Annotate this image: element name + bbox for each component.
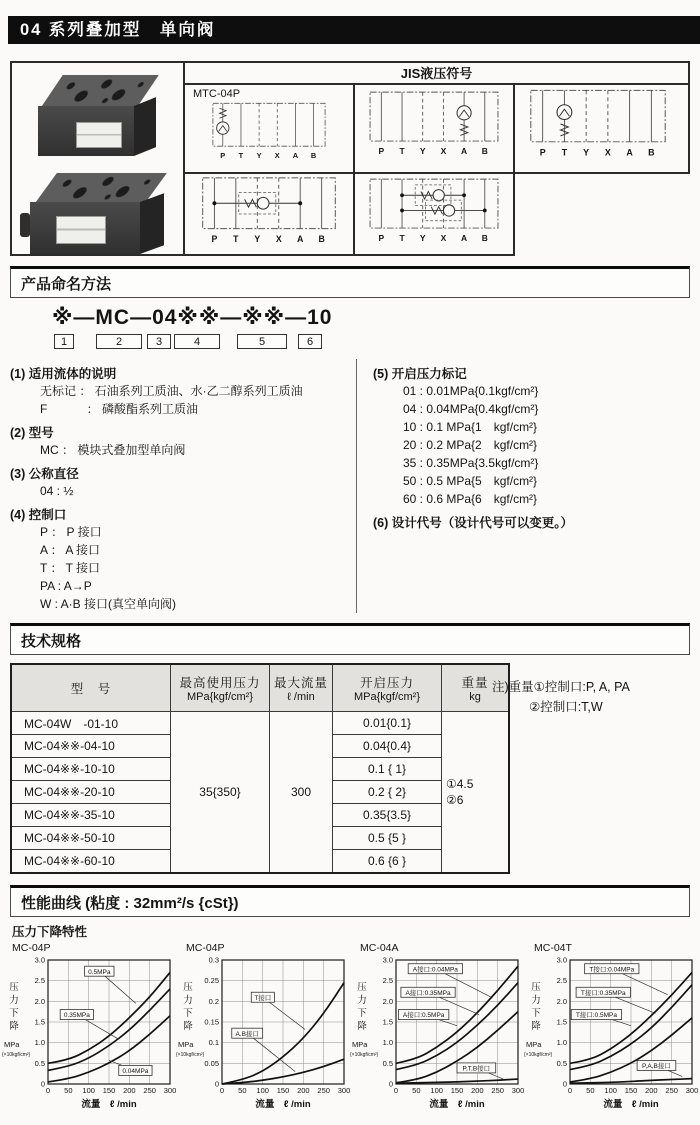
svg-text:A: A <box>626 147 633 158</box>
code-box-2: 2 <box>96 334 142 349</box>
svg-text:100: 100 <box>256 1086 269 1095</box>
model-cell: MC-04W -01-10 <box>11 712 171 735</box>
svg-text:T: T <box>238 150 244 160</box>
naming-right-column <box>356 359 690 613</box>
svg-text:降: 降 <box>357 1021 367 1032</box>
jis-section <box>185 61 690 256</box>
spec-note-line2: ②控制口:T,W <box>529 700 603 714</box>
naming-item-line: W : A·B 接口(真空单向阀) <box>40 597 176 611</box>
product-photos <box>10 61 185 256</box>
hydraulic-symbol-w <box>355 174 513 252</box>
svg-text:200: 200 <box>297 1086 310 1095</box>
performance-subtitle: 压力下降特性 <box>12 925 88 939</box>
svg-text:250: 250 <box>665 1086 678 1095</box>
svg-text:MPa: MPa <box>4 1040 20 1049</box>
code-box-4: 4 <box>174 334 220 349</box>
svg-text:A接口:0.5MPa: A接口:0.5MPa <box>402 1012 445 1020</box>
product-photo-bottom <box>20 171 176 263</box>
svg-text:P: P <box>378 233 385 244</box>
svg-text:3.0: 3.0 <box>382 955 393 965</box>
spec-header-cell: 型 号 <box>11 664 171 712</box>
svg-text:150: 150 <box>624 1086 638 1095</box>
chart-mc-04p-0 <box>2 941 176 1125</box>
svg-text:P: P <box>211 234 218 245</box>
valve-front-face <box>38 106 134 156</box>
svg-text:P,T,B接口: P,T,B接口 <box>462 1065 491 1073</box>
svg-text:A接口:0.04MPa: A接口:0.04MPa <box>412 966 458 974</box>
model-cell: MC-04※※-50-10 <box>11 827 171 850</box>
valve-side-face <box>140 193 164 254</box>
chart-title: MC-04P <box>186 942 225 954</box>
naming-item-title: (1) 适用流体的说明 <box>10 367 117 381</box>
svg-text:200: 200 <box>471 1086 484 1095</box>
hydraulic-symbol-p-port <box>185 100 353 166</box>
spec-note <box>492 677 630 717</box>
svg-text:2.5: 2.5 <box>556 976 567 986</box>
svg-text:MPa: MPa <box>178 1040 194 1049</box>
chart-mc-04a-2 <box>350 941 524 1125</box>
svg-text:0.05: 0.05 <box>204 1058 219 1068</box>
hydraulic-symbol-t-port <box>515 85 681 167</box>
weight-cell: ①4.5 ②6 <box>442 712 510 874</box>
svg-text:T接口:0.5MPa: T接口:0.5MPa <box>575 1012 618 1020</box>
chart-plot <box>176 954 350 1120</box>
opening-pressure-cell: 0.2 { 2} <box>333 781 442 804</box>
svg-text:0: 0 <box>393 1086 399 1095</box>
spec-table-body <box>11 712 509 874</box>
svg-text:A.B接口: A.B接口 <box>235 1030 259 1038</box>
svg-text:X: X <box>275 234 282 245</box>
svg-text:流量 ℓ /min: 流量 ℓ /min <box>81 1099 137 1110</box>
model-cell: MC-04※※-60-10 <box>11 850 171 874</box>
svg-text:B: B <box>318 234 325 245</box>
svg-text:P: P <box>539 147 546 158</box>
chart-title: MC-04T <box>534 942 572 954</box>
svg-text:B: B <box>648 147 655 158</box>
svg-text:150: 150 <box>450 1086 464 1095</box>
spec-header-cell: 最高使用压力 MPa{kgf/cm²} <box>171 664 270 712</box>
naming-item-title: (5) 开启压力标记 <box>373 367 467 381</box>
specs-area <box>10 663 690 875</box>
naming-columns <box>10 359 690 613</box>
naming-item-line: 10 : 0.1 MPa{1 kgf/cm²} <box>403 420 538 434</box>
svg-text:MPa: MPa <box>352 1040 368 1049</box>
svg-text:1.5: 1.5 <box>34 1017 45 1027</box>
svg-text:0.1: 0.1 <box>208 1038 219 1048</box>
chart-title: MC-04P <box>12 942 51 954</box>
naming-item-line: 无标记 ： 石油系列工质油、水·乙二醇系列工质油 <box>40 384 303 398</box>
svg-text:2.0: 2.0 <box>382 996 393 1006</box>
opening-pressure-cell: 0.35{3.5} <box>333 804 442 827</box>
svg-text:流量 ℓ /min: 流量 ℓ /min <box>603 1099 659 1110</box>
svg-text:0.5MPa: 0.5MPa <box>88 968 111 976</box>
svg-text:250: 250 <box>491 1086 504 1095</box>
svg-text:力: 力 <box>531 995 541 1006</box>
svg-text:50: 50 <box>586 1086 595 1095</box>
model-cell: MC-04※※-20-10 <box>11 781 171 804</box>
page-title <box>8 16 700 44</box>
svg-text:300: 300 <box>163 1086 176 1095</box>
model-cell: MC-04※※-35-10 <box>11 804 171 827</box>
svg-text:300: 300 <box>685 1086 698 1095</box>
svg-text:下: 下 <box>183 1008 193 1019</box>
svg-text:下: 下 <box>357 1008 367 1019</box>
svg-text:0: 0 <box>40 1079 45 1089</box>
naming-item-line: 60 : 0.6 MPa{6 kgf/cm²} <box>403 492 538 506</box>
svg-text:2.5: 2.5 <box>34 976 45 986</box>
svg-text:X: X <box>440 146 447 157</box>
svg-text:X: X <box>274 150 280 160</box>
code-box-5: 5 <box>237 334 287 349</box>
svg-text:T接口:0.04MPa: T接口:0.04MPa <box>589 966 635 974</box>
naming-item-line: F ： 磷酸酯系列工质油 <box>40 402 198 416</box>
chart-plot <box>2 954 176 1120</box>
page-title-text: 04 系列叠加型 单向阀 <box>20 21 216 39</box>
svg-text:T: T <box>561 147 568 158</box>
svg-text:0.04MPa: 0.04MPa <box>122 1068 149 1075</box>
model-cell: MC-04※※-10-10 <box>11 758 171 781</box>
svg-text:50: 50 <box>238 1086 247 1095</box>
naming-item-line: 20 : 0.2 MPa{2 kgf/cm²} <box>403 438 538 452</box>
svg-text:100: 100 <box>430 1086 443 1095</box>
svg-text:200: 200 <box>645 1086 658 1095</box>
spec-note-line1: 注)重量①控制口:P, A, PA <box>492 680 630 694</box>
naming-item-line: PA : A→P <box>40 579 92 593</box>
naming-item-line: T ： T 接口 <box>40 561 101 575</box>
svg-text:T: T <box>233 234 239 245</box>
svg-text:降: 降 <box>531 1021 541 1032</box>
svg-text:T: T <box>399 233 405 244</box>
svg-text:P: P <box>220 150 226 160</box>
chart-title: MC-04A <box>360 942 399 954</box>
svg-text:0: 0 <box>562 1079 567 1089</box>
naming-item-line: MC ： 模块式叠加型单向阀 <box>40 443 186 457</box>
naming-item-title: (6) 设计代号（设计代号可以变更。） <box>373 516 574 530</box>
svg-text:Y: Y <box>254 234 261 245</box>
svg-text:{×10kgf/cm²}: {×10kgf/cm²} <box>524 1052 553 1058</box>
svg-text:A: A <box>461 233 468 244</box>
svg-text:力: 力 <box>183 995 193 1006</box>
chart-plot <box>524 954 698 1120</box>
opening-pressure-cell: 0.1 { 1} <box>333 758 442 781</box>
svg-text:MPa: MPa <box>526 1040 542 1049</box>
svg-text:{×10kgf/cm²}: {×10kgf/cm²} <box>350 1052 379 1058</box>
jis-symbol-pa <box>185 174 355 256</box>
jis-symbol-t-port <box>515 85 690 174</box>
svg-text:250: 250 <box>317 1086 330 1095</box>
svg-text:X: X <box>440 233 447 244</box>
svg-text:1.0: 1.0 <box>556 1038 567 1048</box>
svg-text:50: 50 <box>64 1086 73 1095</box>
svg-text:0.35MPa: 0.35MPa <box>63 1012 90 1020</box>
opening-pressure-cell: 0.04{0.4} <box>333 735 442 758</box>
table-row <box>11 712 509 735</box>
svg-text:P: P <box>378 146 385 157</box>
svg-text:2.0: 2.0 <box>34 996 45 1006</box>
naming-item-line: 04 : 0.04MPa{0.4kgf/cm²} <box>403 402 539 416</box>
svg-text:T接口:0.35MPa: T接口:0.35MPa <box>580 989 626 997</box>
svg-text:X: X <box>604 147 611 158</box>
svg-text:压: 压 <box>9 982 19 993</box>
svg-text:A接口:0.35MPa: A接口:0.35MPa <box>405 989 451 997</box>
svg-text:T接口: T接口 <box>254 994 272 1002</box>
svg-text:3.0: 3.0 <box>34 955 45 965</box>
max-pressure-cell: 35{350} <box>171 712 270 874</box>
opening-pressure-cell: 0.01{0.1} <box>333 712 442 735</box>
jis-header: JIS液压符号 <box>185 61 690 85</box>
svg-text:250: 250 <box>143 1086 156 1095</box>
svg-text:力: 力 <box>357 995 367 1006</box>
naming-item-title: (2) 型号 <box>10 426 54 440</box>
svg-text:Y: Y <box>419 146 426 157</box>
svg-text:Y: Y <box>583 147 590 158</box>
svg-text:A: A <box>297 234 304 245</box>
svg-text:150: 150 <box>102 1086 116 1095</box>
model-cell: MC-04※※-04-10 <box>11 735 171 758</box>
specs-section-header: 技术规格 <box>10 623 690 655</box>
valve-nameplate <box>56 216 106 244</box>
spec-header-cell: 最大流量 ℓ /min <box>270 664 333 712</box>
svg-text:B: B <box>310 150 317 160</box>
svg-text:0.15: 0.15 <box>204 1017 219 1027</box>
svg-text:150: 150 <box>276 1086 290 1095</box>
opening-pressure-cell: 0.5 {5 } <box>333 827 442 850</box>
svg-text:压: 压 <box>357 982 367 993</box>
hydraulic-symbol-pa <box>185 174 353 252</box>
svg-text:Y: Y <box>419 233 426 244</box>
model-label: MTC-04P <box>193 88 241 100</box>
svg-text:0: 0 <box>219 1086 225 1095</box>
code-box-3: 3 <box>147 334 171 349</box>
chart-mc-04t-3 <box>524 941 698 1125</box>
spec-header-cell: 重量 kg <box>442 664 510 712</box>
hydraulic-symbol-a-port <box>355 85 513 167</box>
naming-item-line: 01 : 0.01MPa{0.1kgf/cm²} <box>403 384 539 398</box>
model-code-text: ※—MC—04※※—※※—10 <box>52 306 333 329</box>
svg-text:1.0: 1.0 <box>382 1038 393 1048</box>
svg-text:流量 ℓ /min: 流量 ℓ /min <box>255 1099 311 1110</box>
svg-text:3.0: 3.0 <box>556 955 567 965</box>
svg-text:Y: Y <box>256 150 262 160</box>
svg-text:降: 降 <box>9 1021 19 1032</box>
svg-text:0.5: 0.5 <box>382 1058 393 1068</box>
model-code <box>52 305 700 357</box>
svg-text:2.0: 2.0 <box>556 996 567 1006</box>
naming-item-title: (3) 公称直径 <box>10 467 79 481</box>
opening-pressure-cell: 0.6 {6 } <box>333 850 442 874</box>
svg-text:0.5: 0.5 <box>556 1058 567 1068</box>
naming-item-line: P ： P 接口 <box>40 525 102 539</box>
naming-item-line: 50 : 0.5 MPa{5 kgf/cm²} <box>403 474 538 488</box>
svg-text:T: T <box>399 146 405 157</box>
jis-symbol-w <box>355 174 515 256</box>
svg-text:0.3: 0.3 <box>208 955 219 965</box>
svg-text:下: 下 <box>531 1008 541 1019</box>
svg-text:1.5: 1.5 <box>556 1017 567 1027</box>
svg-text:50: 50 <box>412 1086 421 1095</box>
naming-left-column <box>10 359 356 613</box>
valve-front-face <box>30 202 140 254</box>
svg-text:P,A,B接口: P,A,B接口 <box>642 1063 671 1071</box>
svg-text:下: 下 <box>9 1008 19 1019</box>
svg-text:A: A <box>292 150 299 160</box>
svg-text:0.5: 0.5 <box>34 1058 45 1068</box>
code-box-1: 1 <box>54 334 74 349</box>
svg-text:A: A <box>461 146 468 157</box>
svg-text:流量 ℓ /min: 流量 ℓ /min <box>429 1099 485 1110</box>
svg-text:100: 100 <box>604 1086 617 1095</box>
svg-text:0.25: 0.25 <box>204 976 219 986</box>
catalog-page <box>0 16 700 1125</box>
naming-section-header: 产品命名方法 <box>10 266 690 298</box>
jis-symbol-a-port <box>355 85 515 174</box>
performance-section-header: 性能曲线 (粘度 : 32mm²/s {cSt}) <box>10 885 690 917</box>
naming-item-line: 35 : 0.35MPa{3.5kgf/cm²} <box>403 456 539 470</box>
chart-mc-04p-1 <box>176 941 350 1125</box>
spec-table-head <box>11 664 509 712</box>
svg-text:压: 压 <box>531 982 541 993</box>
jis-symbol-mtc04p <box>185 85 355 174</box>
svg-text:1.0: 1.0 <box>34 1038 45 1048</box>
svg-text:300: 300 <box>511 1086 524 1095</box>
svg-text:2.5: 2.5 <box>382 976 393 986</box>
naming-item-title: (4) 控制口 <box>10 508 67 522</box>
spec-header-cell: 开启压力 MPa{kgf/cm²} <box>333 664 442 712</box>
svg-text:{×10kgf/cm²}: {×10kgf/cm²} <box>2 1052 31 1058</box>
svg-text:{×10kgf/cm²}: {×10kgf/cm²} <box>176 1052 205 1058</box>
valve-nameplate <box>76 122 122 148</box>
valve-side-knob <box>20 213 30 237</box>
svg-text:降: 降 <box>183 1021 193 1032</box>
svg-text:压: 压 <box>183 982 193 993</box>
svg-text:力: 力 <box>9 995 19 1006</box>
jis-grid <box>185 85 690 256</box>
valve-side-face <box>134 97 156 156</box>
svg-text:0: 0 <box>45 1086 51 1095</box>
svg-text:100: 100 <box>82 1086 95 1095</box>
product-photo-top <box>30 73 170 165</box>
svg-text:B: B <box>481 233 488 244</box>
svg-text:0: 0 <box>567 1086 573 1095</box>
svg-text:0: 0 <box>388 1079 393 1089</box>
chart-plot <box>350 954 524 1120</box>
code-box-6: 6 <box>298 334 322 349</box>
svg-text:200: 200 <box>123 1086 136 1095</box>
naming-item-line: A ： A 接口 <box>40 543 101 557</box>
jis-symbol-table <box>10 61 690 256</box>
performance-charts <box>2 941 700 1125</box>
svg-text:1.5: 1.5 <box>382 1017 393 1027</box>
max-flow-cell: 300 <box>270 712 333 874</box>
spec-table <box>10 663 510 874</box>
svg-text:B: B <box>481 146 488 157</box>
jis-blank-cell <box>515 174 690 256</box>
svg-text:300: 300 <box>337 1086 350 1095</box>
naming-item-line: 04 : ½ <box>40 484 74 498</box>
svg-text:0: 0 <box>214 1079 219 1089</box>
svg-text:0.2: 0.2 <box>208 996 219 1006</box>
